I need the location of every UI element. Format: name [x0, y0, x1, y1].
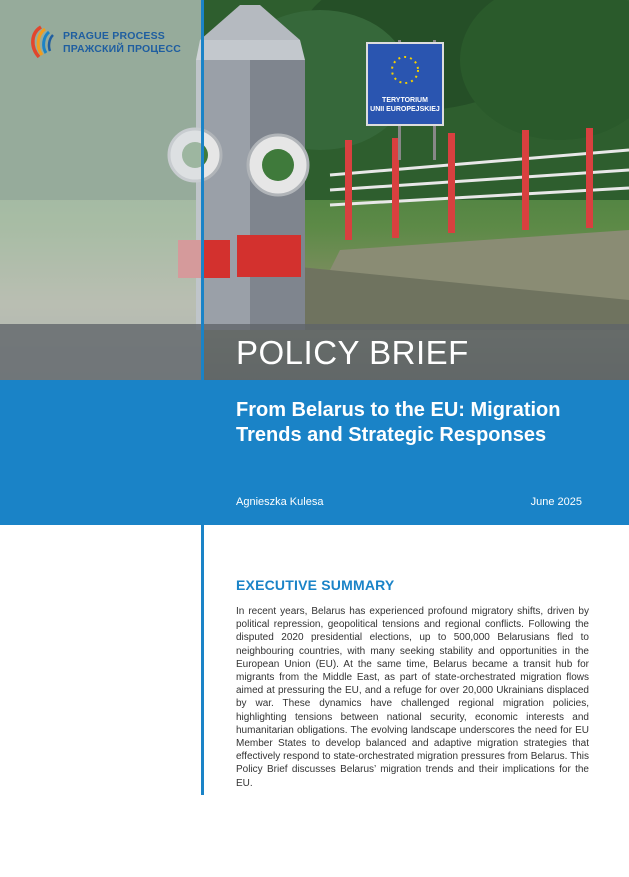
svg-text:TERYTORIUM: TERYTORIUM	[382, 97, 428, 104]
author: Agnieszka Kulesa	[236, 496, 324, 508]
series-label: POLICY BRIEF	[236, 334, 469, 371]
logo-line-cyrillic: ПРАЖСКИЙ ПРОЦЕСС	[63, 43, 182, 55]
logo[interactable]	[27, 23, 181, 63]
executive-summary-heading: EXECUTIVE SUMMARY	[236, 577, 395, 593]
document-title: From Belarus to the EU: Migration Trends and Strategic Responses	[236, 399, 561, 446]
executive-summary-text: In recent years, Belarus has experienced profound migratory shifts, driven by political repression, geopolitical tensions and regional conflicts. Following the disputed 2020 presidential elections, up to 500,000 Belarusians fled to neighbouring countries, with many seeking stability and opportunities in the European Union (EU). At the same time, Belarus became a transit hub for migrants from the Middle East, as part of state-orchestrated migration flows aimed at pressuring the EU, and a refuge for over 20,000 Ukrainians displaced by war. These dynamics have challenged regional migration policies, highlighting tensions between national security, economic interests and humanitarian obligations. The evolving landscape underscores the need for EU Member States to develop balanced and adaptive migration strategies that effectively respond to state-orchestrated migration pressures from Belarus. This Policy Brief discusses Belarus’ migration trends and their implications for the EU.	[236, 606, 589, 789]
publication-date: June 2025	[530, 496, 582, 508]
vertical-accent-line	[201, 0, 204, 795]
svg-text:UNII EUROPEJSKIEJ: UNII EUROPEJSKIEJ	[370, 106, 440, 113]
logo-text	[63, 30, 181, 56]
logo-line-latin: PRAGUE PROCESS	[63, 30, 165, 42]
prague-process-logo-icon	[27, 23, 57, 63]
